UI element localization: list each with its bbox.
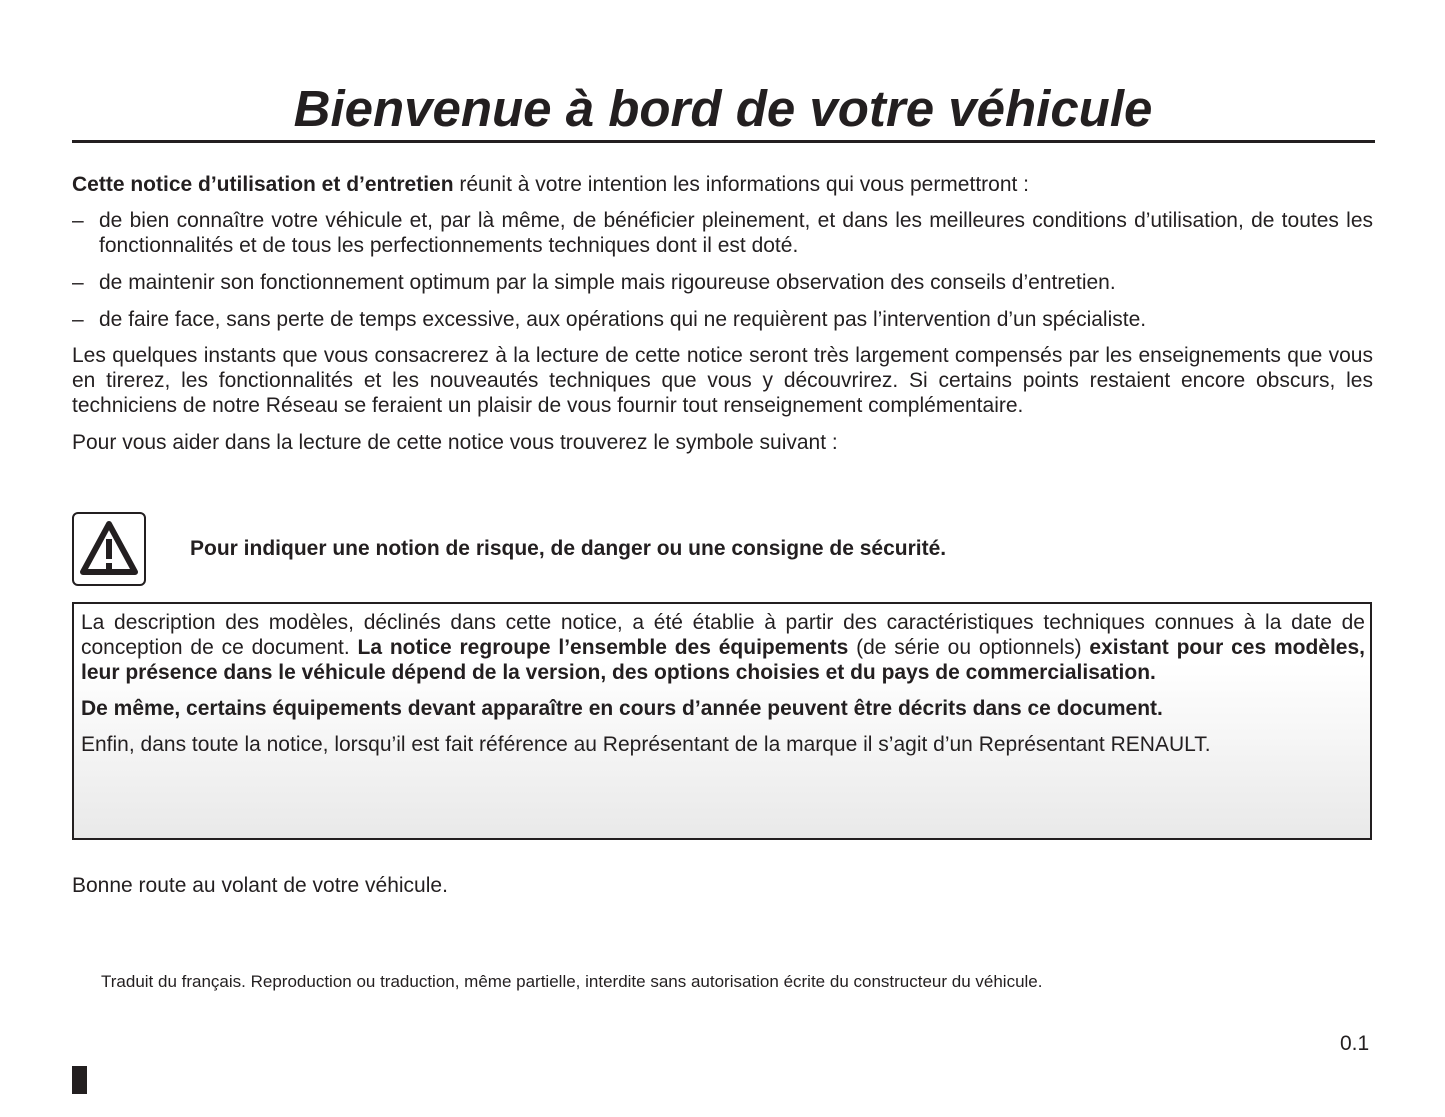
notice-p1a: La description des modèles, déclinés dans cette notice, a été établie à partir des caractéristiques techniques connues à la date de conception de ce document. [81,611,1365,659]
closing-line: Bonne route au volant de votre véhicule. [72,874,448,897]
notice-p1b: La notice regroupe l’ensemble des équipements [357,636,849,659]
symbol-intro: Pour vous aider dans la lecture de cette notice vous trouverez le symbole suivant : [72,431,838,454]
bullet-text: de faire face, sans perte de temps excessive, aux opérations qui ne requièrent pas l’intervention d’un spécialiste. [99,308,1147,331]
notice-paragraph-2: De même, certains équipements devant apparaître en cours d’année peuvent être décrits dans ce document. [81,697,1163,720]
bullet-dash: – [72,209,84,232]
warning-text: Pour indiquer une notion de risque, de danger ou une consigne de sécurité. [190,537,947,560]
corner-mark [72,1066,87,1094]
explanation-paragraph: Les quelques instants que vous consacrerez à la lecture de cette notice seront très largement compensés par les enseignements que vous en tirerez, les fonctionnalités et les nouveautés techniques que vous y découvrirez. Si certains points restaient encore obscurs, les techniciens de notre Réseau se feraient un plaisir de vous fournir tout renseignement complémentaire. [72,344,1373,417]
bullet-text: de maintenir son fonctionnement optimum par la simple mais rigoureuse observation des conseils d’entretien. [99,271,1116,294]
title-underline [72,140,1375,143]
intro-paragraph [72,172,1373,197]
notice-p1c: (de série ou optionnels) [848,636,1090,659]
bullet-item [72,307,1373,332]
intro-bold: Cette notice d’utilisation et d’entretien [72,173,454,196]
notice-paragraph-3: Enfin, dans toute la notice, lorsqu’il est fait référence au Représentant de la marque il s’agit d’un Représentant RENAULT. [81,733,1211,756]
bullet-item [72,208,1373,258]
notice-box [72,602,1372,840]
notice-p1d: existant pour ces modèles, leur présence dans le véhicule dépend de la version, des options choisies et du pays de commercialisation. [81,636,1365,684]
warning-triangle-icon [72,512,146,586]
page-title: Bienvenue à bord de votre véhicule [293,80,1153,137]
bullet-dash: – [72,271,84,294]
footer-note: Traduit du français. Reproduction ou traduction, même partielle, interdite sans autorisation écrite du constructeur du véhicule. [101,972,1043,991]
notice-paragraph-1 [81,610,1365,685]
bullet-text: de bien connaître votre véhicule et, par là même, de bénéficier pleinement, et dans les meilleures conditions d’utilisation, de toutes les fonctionnalités et de tous les perfectionnements techniques dont il est doté. [99,209,1373,257]
intro-rest: réunit à votre intention les informations qui vous permettront : [453,173,1030,196]
bullet-dash: – [72,308,84,331]
bullet-item [72,270,1373,295]
page-number: 0.1 [1340,1032,1370,1055]
